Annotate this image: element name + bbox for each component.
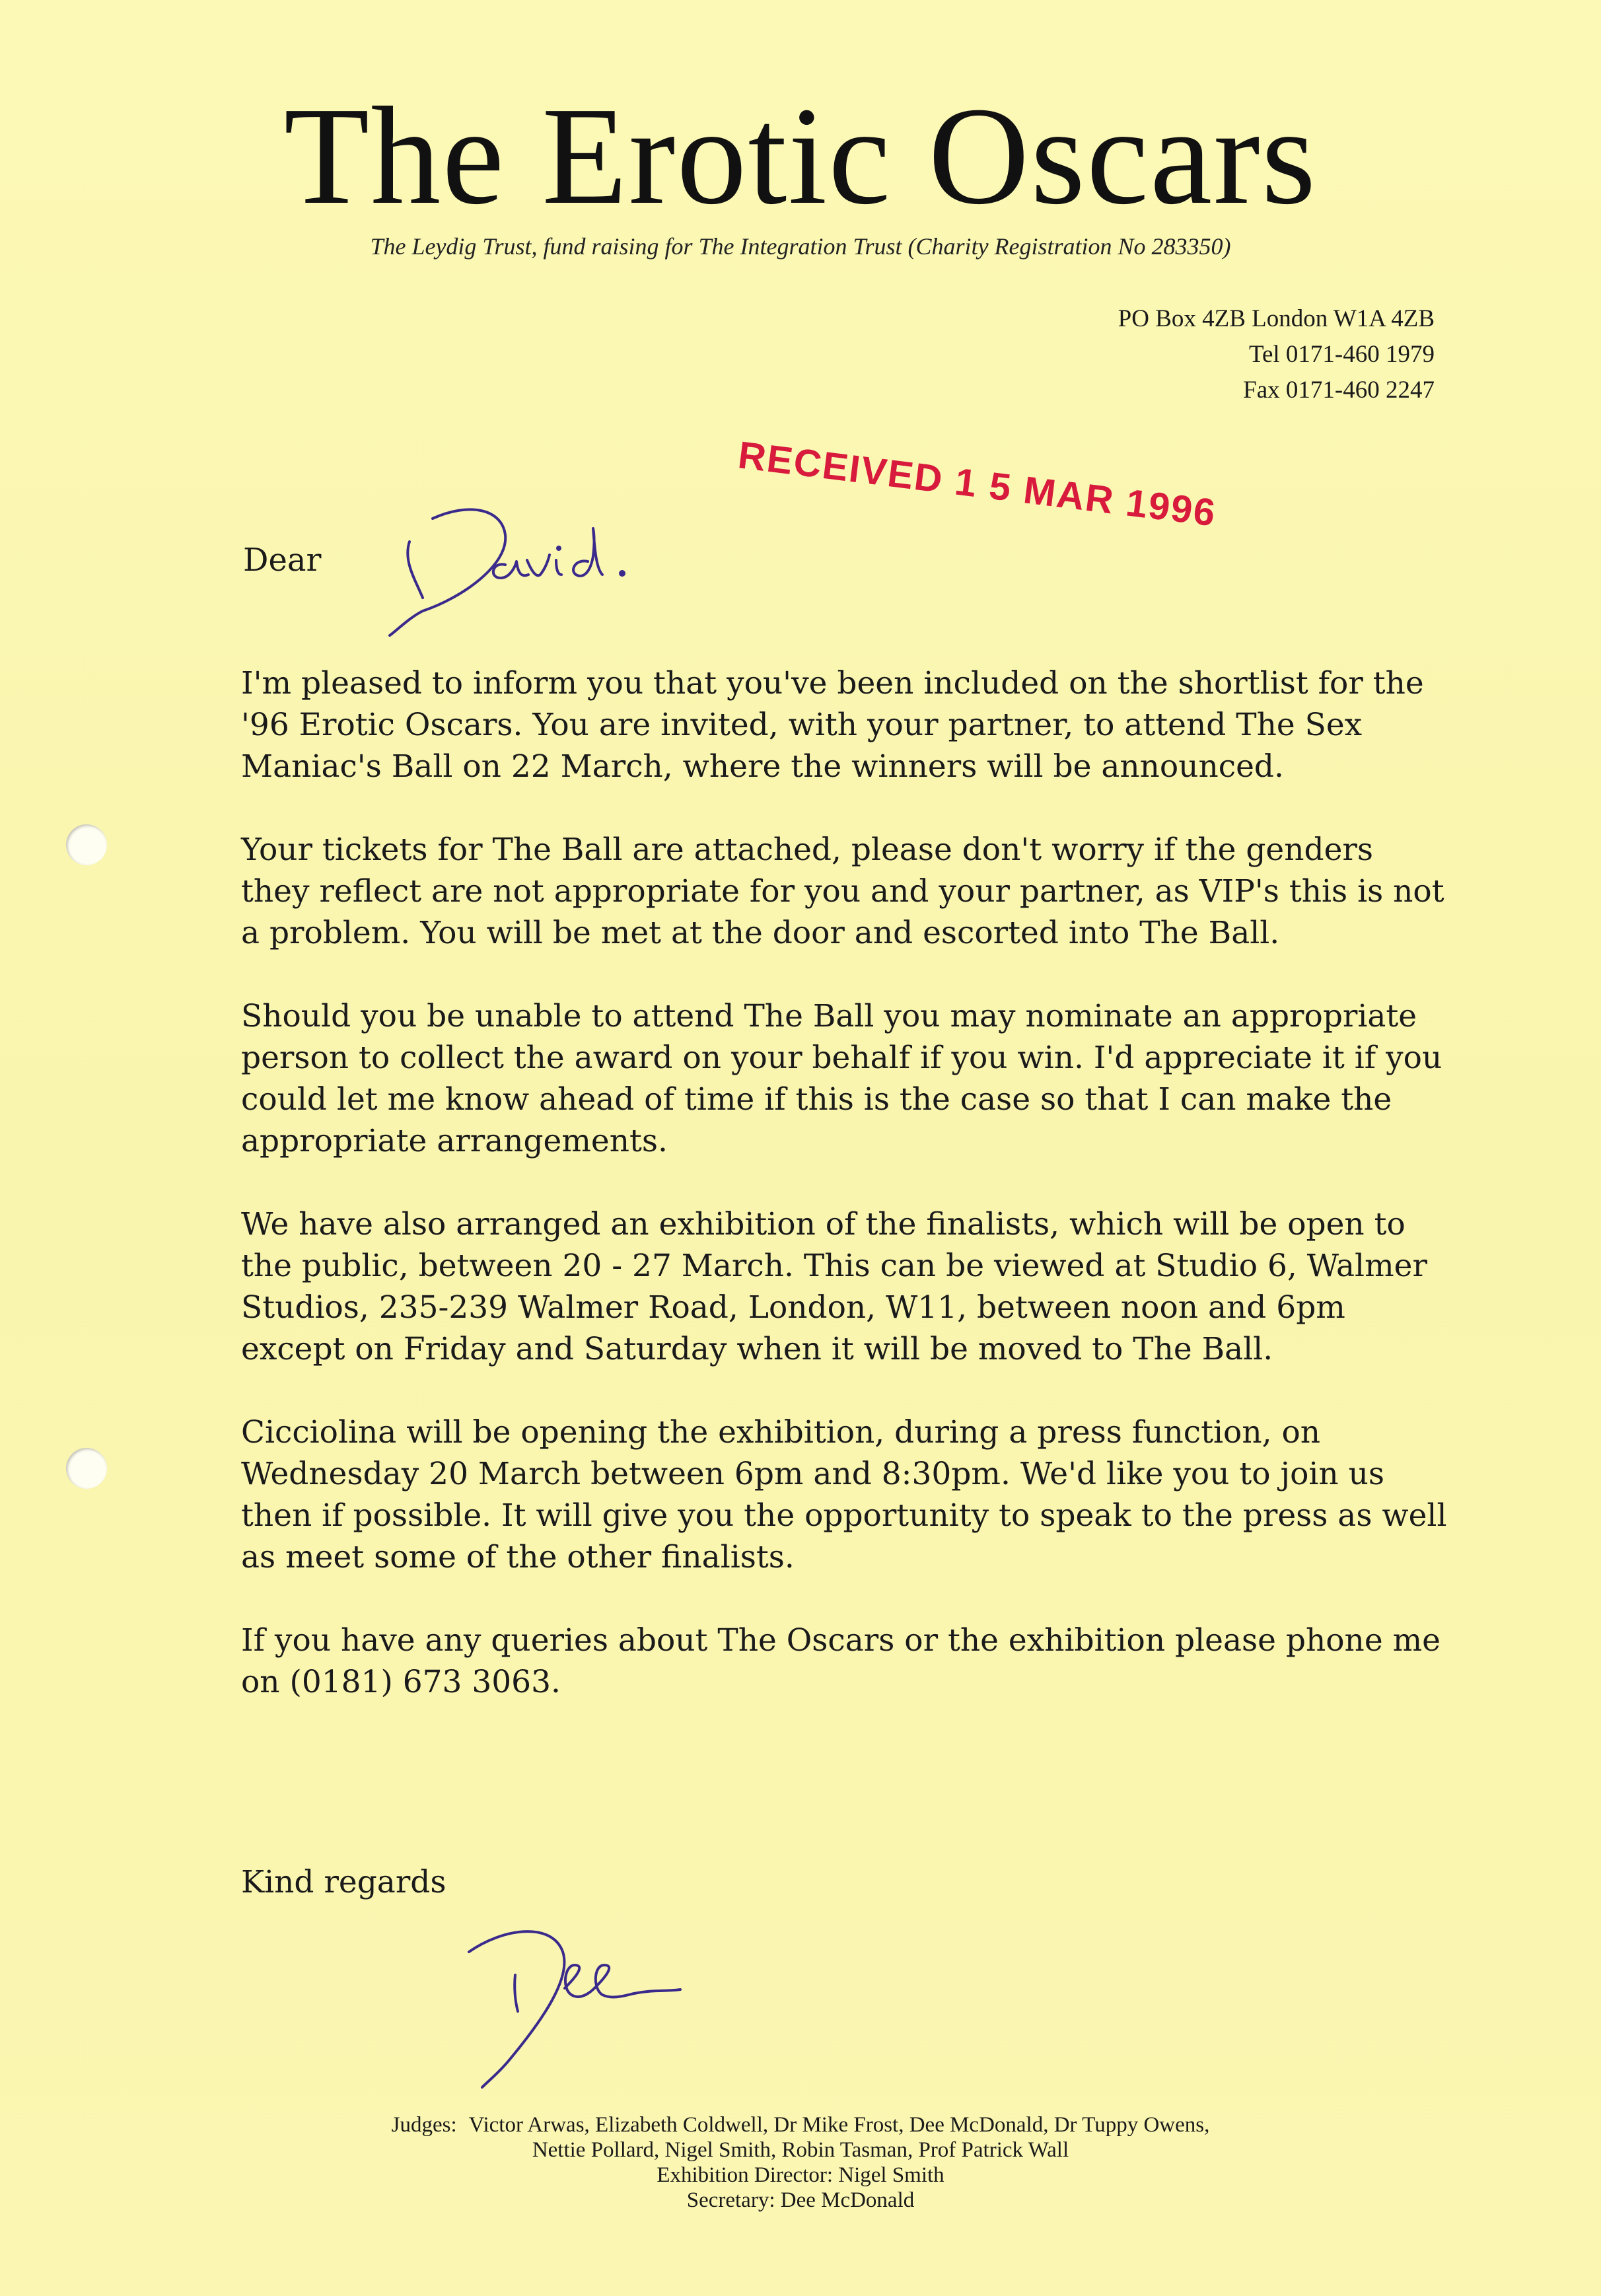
letterhead-subtitle: The Leydig Trust, fund raising for The Integration Trust (Charity Registration No 283350) xyxy=(370,233,1231,260)
body-paragraph: Your tickets for The Ball are attached, please don't worry if the genders they reflect are not appropriate for you and your partner, as VIP's this is not a problem. You will be met at the door and escorted into The Ball. xyxy=(241,832,1444,951)
secretary: Secretary: Dee McDonald xyxy=(686,2188,915,2212)
judges-label: Judges: xyxy=(391,2113,457,2137)
salutation: Dear xyxy=(243,542,322,579)
punch-hole xyxy=(66,1448,107,1489)
telephone-number: Tel 0171-460 1979 xyxy=(1248,341,1435,368)
body-paragraph: If you have any queries about The Oscars or the exhibition please phone me on (0181) 673 3063. xyxy=(241,1622,1441,1700)
judges-line xyxy=(0,2112,1601,2137)
received-stamp: RECEIVED 1 5 MAR 1996 xyxy=(736,433,1219,535)
exhibition-director: Exhibition Director: Nigel Smith xyxy=(657,2163,944,2187)
letter-footer xyxy=(0,2112,1601,2213)
sender-address xyxy=(1118,301,1435,408)
body-paragraph: Cicciolina will be opening the exhibition, during a press function, on Wednesday 20 March between 6pm and 8:30pm. We'd like you to join us then if possible. It will give you the opportunity to speak to the press as well as meet some of the other finalists. xyxy=(241,1414,1447,1575)
handwritten-recipient-name xyxy=(370,482,647,641)
judges-names: Victor Arwas, Elizabeth Coldwell, Dr Mike Frost, Dee McDonald, Dr Tuppy Owens, xyxy=(468,2113,1210,2137)
body-paragraph: We have also arranged an exhibition of the finalists, which will be open to the public, between 20 - 27 March. This can be viewed at Studio 6, Walmer Studios, 235-239 Walmer Road, London, W11, between noon and 6pm except on Friday and Saturday when it will be moved to The Ball. xyxy=(241,1206,1427,1367)
closing-line: Kind regards xyxy=(241,1864,446,1900)
letter-body xyxy=(241,663,1450,1744)
handwritten-signature xyxy=(462,1902,687,2094)
fax-number: Fax 0171-460 2247 xyxy=(1243,377,1435,404)
judges-names-continued: Nettie Pollard, Nigel Smith, Robin Tasman, Prof Patrick Wall xyxy=(532,2138,1069,2162)
letterhead-title: The Erotic Oscars xyxy=(283,78,1318,233)
punch-hole xyxy=(66,824,107,865)
address-line: PO Box 4ZB London W1A 4ZB xyxy=(1118,305,1435,332)
body-paragraph: Should you be unable to attend The Ball you may nominate an appropriate person to collect the award on your behalf if you win. I'd appreciate it if you could let me know ahead of time if this is the case so that I can make the appropriate arrangements. xyxy=(241,998,1442,1159)
body-paragraph: I'm pleased to inform you that you've been included on the shortlist for the '96 Erotic Oscars. You are invited, with your partner, to attend The Sex Maniac's Ball on 22 March, where the winners will be announced. xyxy=(241,665,1424,785)
